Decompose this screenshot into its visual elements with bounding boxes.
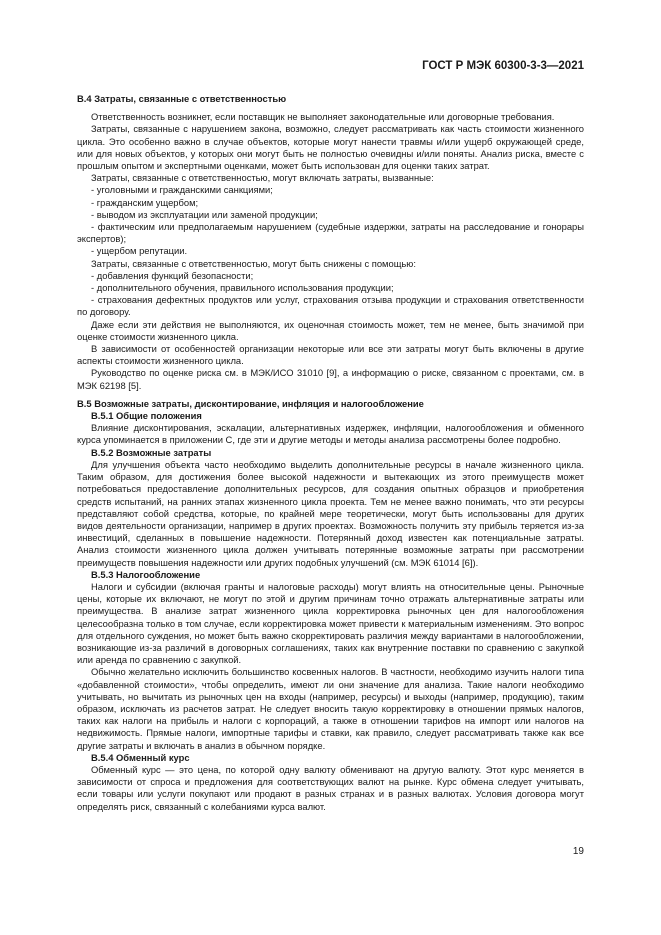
list-item: - ущербом репутации. <box>91 245 188 257</box>
paragraph: Обычно желательно исключить большинство косвенных налогов. В частности, необходимо изучить налоги типа «добавленной стоимости», чтобы определить, имеют ли они значение для анализа. Такие налоги необходимо учитывать, но вычитать из рыночных цен на входы (например, ресурсы) и выходы (например, продукцию), таким образом, исключать из расчетов затрат. Не следует вносить такую корректировку в отношении прямых налогов, таких как налоги на прибыль и налоги с корпораций, а также в отношении тарифов на импорт или налогов на недвижимость. Прямые налоги, импортные тарифы и ставки, как правило, следует рассматривать также как все другие затраты и включать в анализ в обычном порядке. <box>77 666 584 751</box>
document-code: ГОСТ Р МЭК 60300-3-3—2021 <box>422 60 584 72</box>
section-b5-title: B.5 Возможные затраты, дисконтирование, инфляция и налогообложение <box>77 397 424 409</box>
list-item: - гражданским ущербом; <box>91 196 199 208</box>
paragraph: Затраты, связанные с ответственностью, могут быть снижены с помощью: <box>91 257 416 269</box>
paragraph: Руководство по оценке риска см. в МЭК/ИСО 31010 [9], а информацию о риске, связанном с проектами, см. в МЭК 62198 [5]. <box>77 367 584 391</box>
list-item: - дополнительного обучения, правильного использования продукции; <box>91 282 394 294</box>
section-b4-title: B.4 Затраты, связанные с ответственностью <box>77 93 287 104</box>
paragraph: Обменный курс — это цена, по которой одну валюту обменивают на другую валюту. Этот курс меняется в зависимости от спроса и предложения для соответствующих валют на рынке. Курс обмена следует учитывать, если товары или услуги покупают или продают в разных странах и в разных валютах. Условия договора могут определять риск, связанный с колебаниями курса валют. <box>77 763 584 812</box>
paragraph: Затраты, связанные с нарушением закона, возможно, следует рассматривать как часть стоимости жизненного цикла. Это особенно важно в случае объектов, которые могут нанести травмы и/или ущерб окружающей среде, или для новых объектов, у которых они могут быть не полностью очевидны и/или поняты. Анализ риска, вместе с прошлым опытом и экспертными оценками, может быть использован для оценки таких затрат. <box>77 123 584 172</box>
subsection-b53-title: B.5.3 Налогообложение <box>91 568 201 580</box>
paragraph: В зависимости от особенностей организации некоторые или все эти затраты могут быть включены в другие аспекты стоимости жизненного цикла. <box>77 343 584 367</box>
list-item: - фактическим или предполагаемым нарушением (судебные издержки, затраты на расследование и гонорары экспертов); <box>77 221 584 245</box>
page-content <box>77 90 584 813</box>
paragraph: Для улучшения объекта часто необходимо выделить дополнительные ресурсы в начале жизненного цикла. Таким образом, для достижения более высокой надежности и вытекающих из этого преимуществ может потребоваться предоставление дополнительных ресурсов, для создания опытных образцов и приобретения средств испытаний, на ранних этапах жизненного цикла проекта. Тем не менее важно понимать, что эти ресурсы представляют собой средства, которые, по крайней мере теоретически, могут быть использованы для других видов деятельности организации, например в других проектах. Возможность получить эту прибыль теряется из-за инвестиций, сделанных в повышение надежности. Потерянный доход известен как потенциальные затраты. Анализ стоимости жизненного цикла должен учитывать потерянные возможные затраты при рассмотрении преимуществ повышения надежности или других подобных улучшений (см. МЭК 61014 [6]). <box>77 458 584 568</box>
list-item: - выводом из эксплуатации или заменой продукции; <box>91 208 318 220</box>
list-item: - страхования дефектных продуктов или услуг, страхования отзыва продукции и страхования ответственности по договору. <box>77 294 584 318</box>
paragraph: Даже если эти действия не выполняются, их оценочная стоимость может, тем не менее, быть значимой при оценке стоимости жизненного цикла. <box>77 318 584 342</box>
list-item: - уголовными и гражданскими санкциями; <box>91 184 273 196</box>
subsection-b52-title: B.5.2 Возможные затраты <box>91 446 212 458</box>
paragraph: Затраты, связанные с ответственностью, могут включать затраты, вызванные: <box>91 172 434 184</box>
paragraph: Ответственность возникнет, если поставщик не выполняет законодательные или договорные требования. <box>91 111 555 123</box>
paragraph: Влияние дисконтирования, эскалации, альтернативных издержек, инфляции, налогообложения и обменного курса упоминается в приложении С, где эти и другие методы и методы анализа рассмотрены более подробно. <box>77 422 584 446</box>
page-number: 19 <box>572 846 584 857</box>
paragraph: Налоги и субсидии (включая гранты и налоговые расходы) могут влиять на относительные цены. Рыночные цены, которые их включают, не могут по этой и другим причинам точно отражать альтернативные затраты или преимущества. В анализе затрат жизненного цикла корректировка рыночных цен для налогообложения целесообразна только в том случае, если корректировка может привести к материальным изменениям. Это вопрос для отдельного суждения, но может быть важно скорректировать различия между вариантами в налогообложении, возникающие из-за различий в договорных соглашениях, таких как внутренние поставки по сравнению с закупкой или аренда по сравнению с закупкой. <box>77 580 584 666</box>
subsection-b51-title: B.5.1 Общие положения <box>91 410 202 422</box>
list-item: - добавления функций безопасности; <box>91 269 254 281</box>
subsection-b54-title: B.5.4 Обменный курс <box>91 751 190 763</box>
